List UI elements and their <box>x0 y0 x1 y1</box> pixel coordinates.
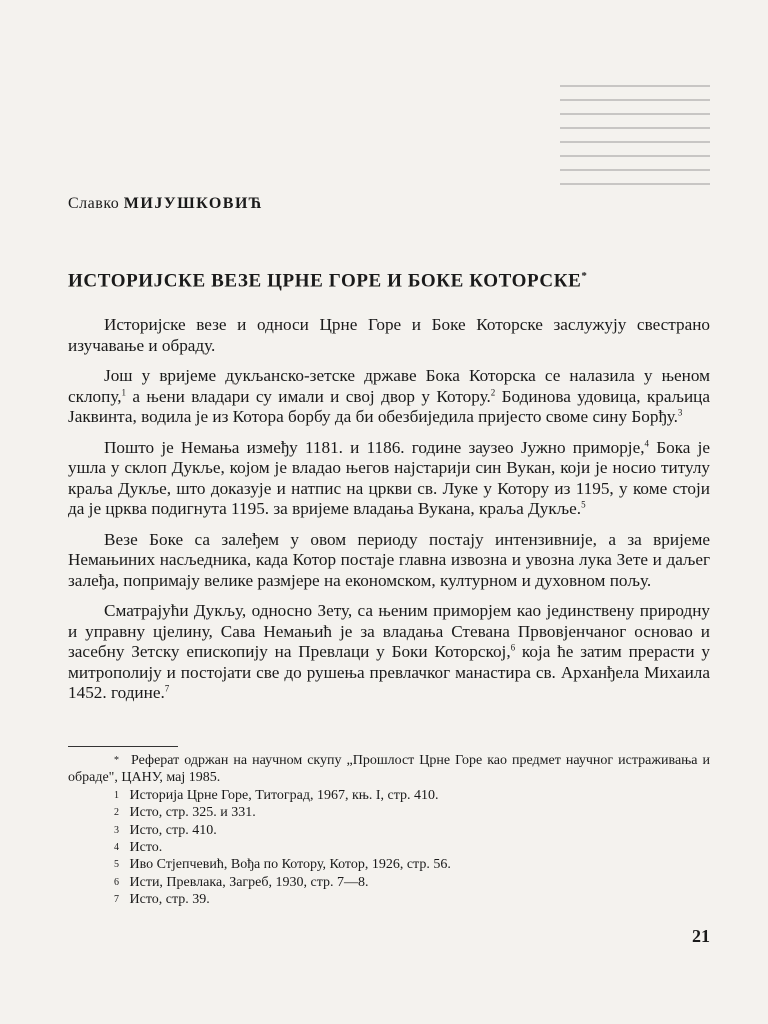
paragraph-text: Бока је ушла у склоп Дукље, којом је владао његов најстарији син Вукан, који је носио титулу краља Дукље, што доказује и натпис на цркви св. Луке у Котору из 1195, у коме стоји да је црква подигнута 1195. за вријеме владања Вукана, краља Дукље. <box>68 437 710 518</box>
footnote-rule <box>68 746 178 747</box>
footnote-mark: * <box>114 755 119 766</box>
title-footnote-marker: * <box>581 270 588 282</box>
footnote-mark: 2 <box>114 807 119 819</box>
footnote <box>68 856 710 873</box>
body-paragraph <box>68 366 710 428</box>
footnote-text: Исто, стр. 325. и 331. <box>126 805 256 821</box>
body-paragraph <box>68 315 710 356</box>
footnote <box>68 787 710 804</box>
footnote <box>68 752 710 787</box>
footnote-reference: 5 <box>581 499 586 510</box>
article-title <box>68 270 708 292</box>
footnote <box>68 839 710 856</box>
body-paragraph <box>68 601 710 704</box>
footnote-reference: 4 <box>644 437 649 448</box>
footnote-reference: 2 <box>490 386 496 397</box>
paragraph-text: а њени владари су имали и свој двор у Котору. <box>126 386 491 406</box>
footnote-text: Реферат одржан на научном скупу „Прошлост Црне Горе као предмет научног истраживања и обраде", ЦАНУ, мај 1985. <box>68 753 710 786</box>
footnote <box>68 804 710 821</box>
footnote-text: Историја Црне Горе, Титоград, 1967, књ. I, стр. 410. <box>126 787 439 803</box>
footnote-mark: 5 <box>114 859 119 871</box>
page-number: 21 <box>692 926 710 946</box>
paragraph-text: Везе Боке са залеђем у овом периоду постају интензивније, а за вријеме Немањиних насљедника, када Котор постаје главна извозна и увозна лука Зете и даљег залеђа, попримају велике размјере на економском, културном и духовном пољу. <box>68 529 710 590</box>
footnote-reference: 3 <box>677 407 683 418</box>
footnote-mark: 6 <box>114 876 119 888</box>
footnote <box>68 891 710 908</box>
author-name <box>68 195 263 213</box>
paragraph-text: Бодинова удовица, краљица Јаквинта, водила је из Котора борбу да би обезбиједила пријесто своме сину Борђу. <box>68 386 710 426</box>
article-body <box>68 315 710 714</box>
footnote-text: Исти, Превлака, Загреб, 1930, стр. 7—8. <box>126 874 369 890</box>
footnote <box>68 822 710 839</box>
paragraph-text: Сматрајући Дукљу, односно Зету, са њеним приморјем као јединствену природну и управну цјелину, Сава Немањић је за владања Стевана Првовјенчаног основао и засебну Зетску епископију на Превлаци у Боки Которској, <box>68 601 710 661</box>
paragraph-text: која ће затим прерасти у митрополију и постојати све до рушења превлачког манастира св. Арханђела Михаила 1452. године. <box>68 642 710 702</box>
footnote-text: Исто, стр. 410. <box>126 822 217 838</box>
show-through-text <box>560 85 710 285</box>
footnotes <box>68 752 710 909</box>
article-title-text: ИСТОРИЈСКЕ ВЕЗЕ ЦРНЕ ГОРЕ И БОКЕ КОТОРСКЕ <box>68 270 582 292</box>
footnote-text: Иво Стјепчевић, Вођа по Котору, Котор, 1926, стр. 56. <box>126 857 451 873</box>
paragraph-text: Пошто је Немања између 1181. и 1186. године заузео Јужно приморје, <box>104 437 645 457</box>
body-paragraph <box>68 530 710 592</box>
footnote-reference: 7 <box>164 683 170 694</box>
footnote-mark: 7 <box>114 894 119 906</box>
paragraph-text: Још у вријеме дукљанско-зетске државе Бока Которска се налазила у њеном склопу, <box>68 366 710 406</box>
body-paragraph <box>68 438 710 520</box>
author-surname: МИЈУШКОВИЋ <box>123 195 264 212</box>
footnote-text: Исто, стр. 39. <box>126 892 210 908</box>
footnote <box>68 874 710 891</box>
footnote-mark: 3 <box>114 824 119 836</box>
paragraph-text: Историјске везе и односи Црне Горе и Боке Которске заслужују свестрано изучавање и обраду. <box>68 315 710 355</box>
footnote-mark: 4 <box>114 842 119 854</box>
footnote-text: Исто. <box>126 840 163 856</box>
footnote-reference: 1 <box>121 386 127 397</box>
author-first-name: Славко <box>68 195 120 212</box>
footnote-reference: 6 <box>510 642 516 653</box>
footnote-mark: 1 <box>114 789 119 801</box>
